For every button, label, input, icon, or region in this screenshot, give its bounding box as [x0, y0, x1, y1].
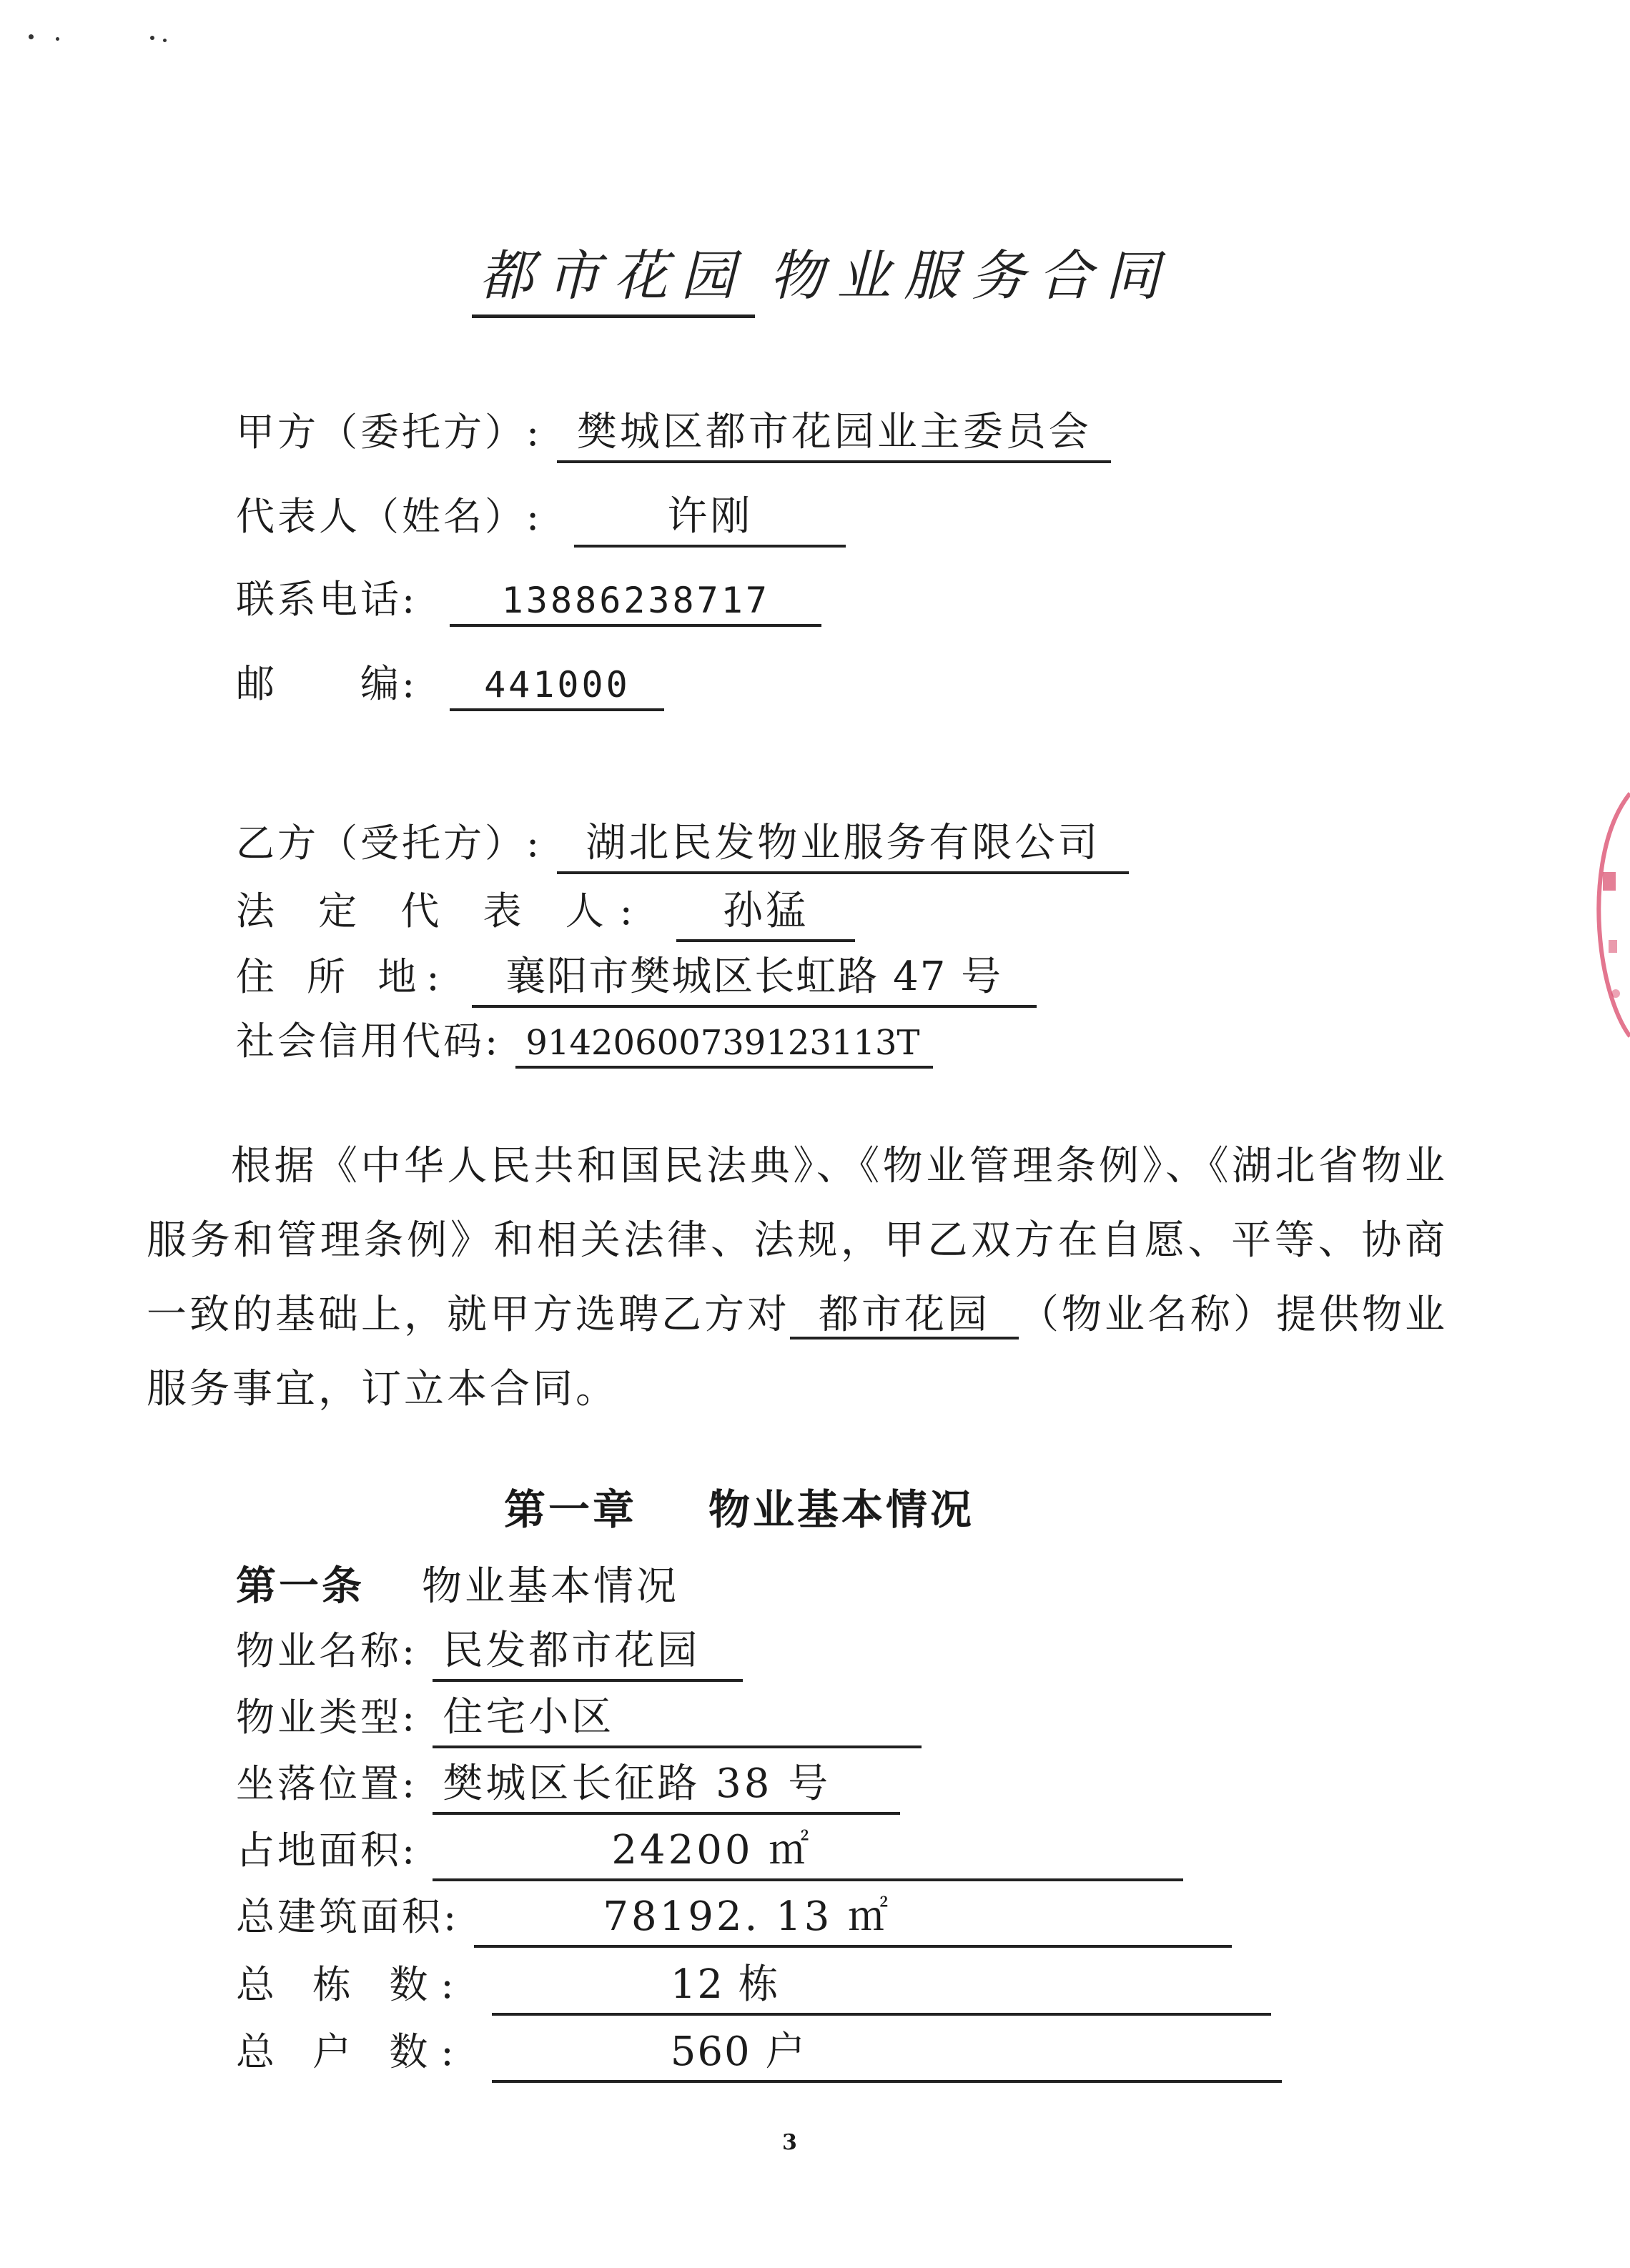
property-building-row — [236, 1885, 1232, 1948]
property-location-row — [236, 1752, 900, 1815]
scan-speck — [163, 39, 167, 42]
property-households-row — [236, 2020, 1282, 2083]
property-land-label: 占地面积: — [236, 1828, 418, 1873]
property-buildings-label: 总 栋 数: — [236, 1962, 467, 2007]
party-a-rep-label: 代表人（姓名）: — [236, 494, 543, 539]
article-heading — [236, 1555, 679, 1612]
property-land-value: 24200 ㎡ — [433, 1818, 1183, 1881]
article-title: 物业基本情况 — [422, 1563, 679, 1610]
party-a-label: 甲方（委托方）: — [236, 410, 543, 455]
property-name-label: 物业名称: — [236, 1628, 418, 1673]
property-building-value: 78192. 13 ㎡ — [474, 1885, 1232, 1948]
title-project-name: 都市花园 — [472, 232, 755, 318]
property-buildings-row — [236, 1953, 1271, 2016]
party-a-row — [236, 400, 1111, 463]
property-location-label: 坐落位置: — [236, 1761, 418, 1806]
party-a-phone-row — [236, 569, 821, 627]
party-b-row — [236, 811, 1129, 874]
property-type-row — [236, 1685, 922, 1748]
party-b-label: 乙方（受托方）: — [236, 821, 543, 866]
seal-stamp-fragment-icon — [1587, 786, 1630, 1044]
property-buildings-value: 12 栋 — [492, 1953, 1271, 2016]
chapter-title: 物业基本情况 — [708, 1485, 975, 1534]
contract-title — [472, 232, 1172, 318]
party-a-zip-row — [236, 653, 664, 711]
intro-property-name: 都市花园 — [790, 1295, 1019, 1339]
property-households-label: 总 户 数: — [236, 2029, 467, 2074]
party-b-address-label: 住 所 地: — [236, 954, 450, 999]
chapter-number: 第一章 — [504, 1485, 638, 1534]
property-name-row — [236, 1619, 743, 1682]
chapter-heading — [504, 1476, 974, 1536]
page-number: 3 — [782, 2130, 797, 2155]
property-type-label: 物业类型: — [236, 1695, 418, 1740]
party-a-rep-row — [236, 485, 846, 548]
property-name-value: 民发都市花园 — [433, 1619, 743, 1682]
party-b-address-value: 襄阳市樊城区长虹路 47 号 — [472, 945, 1037, 1008]
party-a-zip-label: 邮 编: — [236, 661, 418, 706]
intro-paragraph — [147, 1129, 1448, 1427]
intro-text-1: 根据《中华人民共和国民法典》、《物业管理条例》、《湖北省物业服务和管理条例》和相关法律、法规，甲乙双方在自愿、平等、协商一致的基础上，就甲方选聘乙方对 — [147, 1143, 1448, 1338]
party-a-phone-label: 联系电话: — [236, 577, 418, 622]
article-number: 第一条 — [236, 1563, 365, 1610]
party-a-rep-value: 许刚 — [574, 485, 846, 548]
scan-speck — [56, 37, 59, 41]
party-a-value: 樊城区都市花园业主委员会 — [557, 400, 1111, 463]
party-b-legal-value: 孙猛 — [676, 879, 855, 942]
party-b-legal-row — [236, 879, 855, 942]
scan-speck — [29, 34, 34, 39]
property-building-label: 总建筑面积: — [236, 1894, 460, 1939]
party-b-address-row — [236, 945, 1037, 1008]
scan-speck — [150, 36, 154, 40]
intro-text-2: （物业名称）提供物业服务事宜，订立本合同。 — [147, 1292, 1448, 1412]
party-b-credit-value: 91420600739123113T — [515, 1023, 933, 1069]
party-b-legal-label: 法 定 代 表 人: — [236, 888, 648, 934]
party-b-value: 湖北民发物业服务有限公司 — [557, 811, 1129, 874]
title-suffix: 物业服务合同 — [769, 244, 1172, 307]
property-location-value: 樊城区长征路 38 号 — [433, 1752, 900, 1815]
party-b-credit-label: 社会信用代码: — [236, 1019, 501, 1064]
property-type-value: 住宅小区 — [433, 1685, 922, 1748]
party-a-zip-value: 441000 — [450, 664, 664, 711]
property-households-value: 560 户 — [492, 2020, 1282, 2083]
party-a-phone-value: 13886238717 — [450, 580, 821, 627]
property-land-row — [236, 1818, 1183, 1881]
party-b-credit-row — [236, 1011, 933, 1069]
